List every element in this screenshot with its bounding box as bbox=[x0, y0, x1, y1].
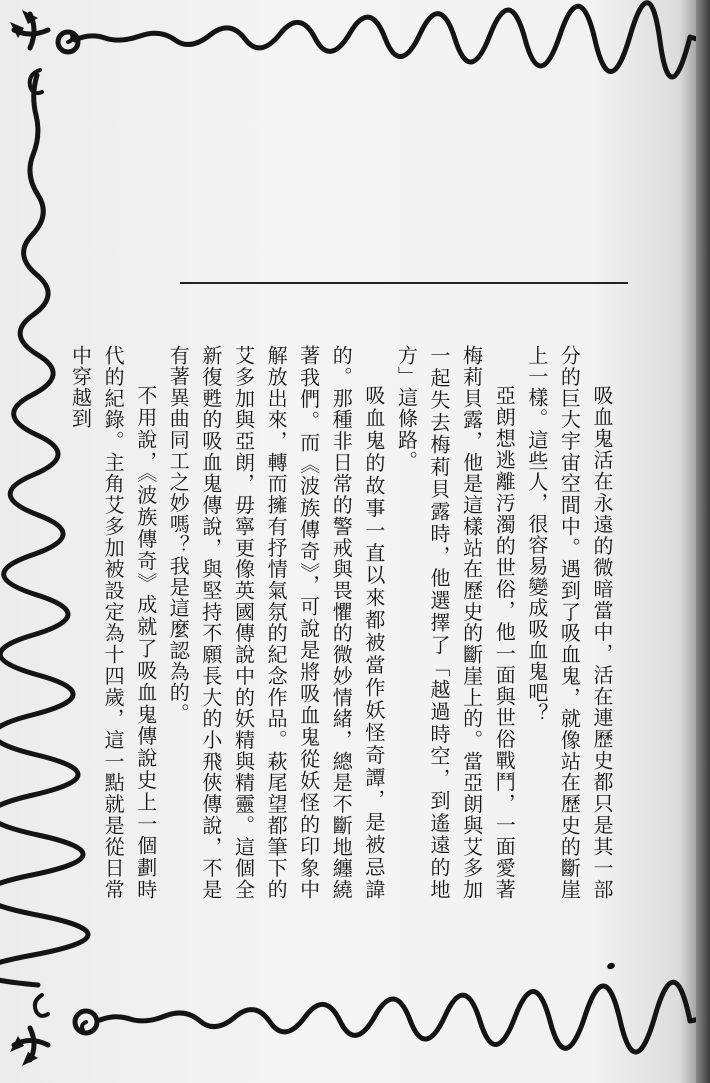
paragraph-1: 吸血鬼活在永遠的微暗當中，活在連歷史都只是其一部分的巨大宇宙空間中。遇到了吸血鬼，就像站在歷史的斷崖上一樣。這些人，很容易變成吸血鬼吧？ bbox=[524, 345, 614, 900]
body-text bbox=[68, 345, 618, 900]
paragraph-3: 吸血鬼的故事一直以來都被當作妖怪奇譚，是被忌諱的。那種非日常的警戒與畏懼的微妙情緒，總是不斷地纏繞著我們。而《波族傳奇》，可說是將吸血鬼從妖怪的印象中解放出來，轉而擁有抒情氣氛的紀念作品。萩尾望都筆下的艾多加與亞朗，毋寧更像英國傳說中的妖精與精靈。這個全新復甦的吸血鬼傳說，與堅持不願長大的小飛俠傳說，不是有著異曲同工之妙嗎？我是這麼認為的。 bbox=[166, 345, 386, 900]
section-divider bbox=[180, 282, 628, 284]
page-edge-shadow bbox=[696, 0, 710, 1083]
paragraph-4: 不用說，《波族傳奇》成就了吸血鬼傳說史上一個劃時代的紀錄。主角艾多加被設定為十四歲，這一點就是從日常中穿越到 bbox=[68, 345, 158, 900]
paragraph-2: 亞朗想逃離汚濁的世俗，他一面與世俗戰鬥，一面愛著梅莉貝露，他是這樣站在歷史的斷崖上的。當亞朗與艾多加一起失去梅莉貝露時，他選擇了「越過時空，到遙遠的地方」這條路。 bbox=[394, 345, 517, 900]
